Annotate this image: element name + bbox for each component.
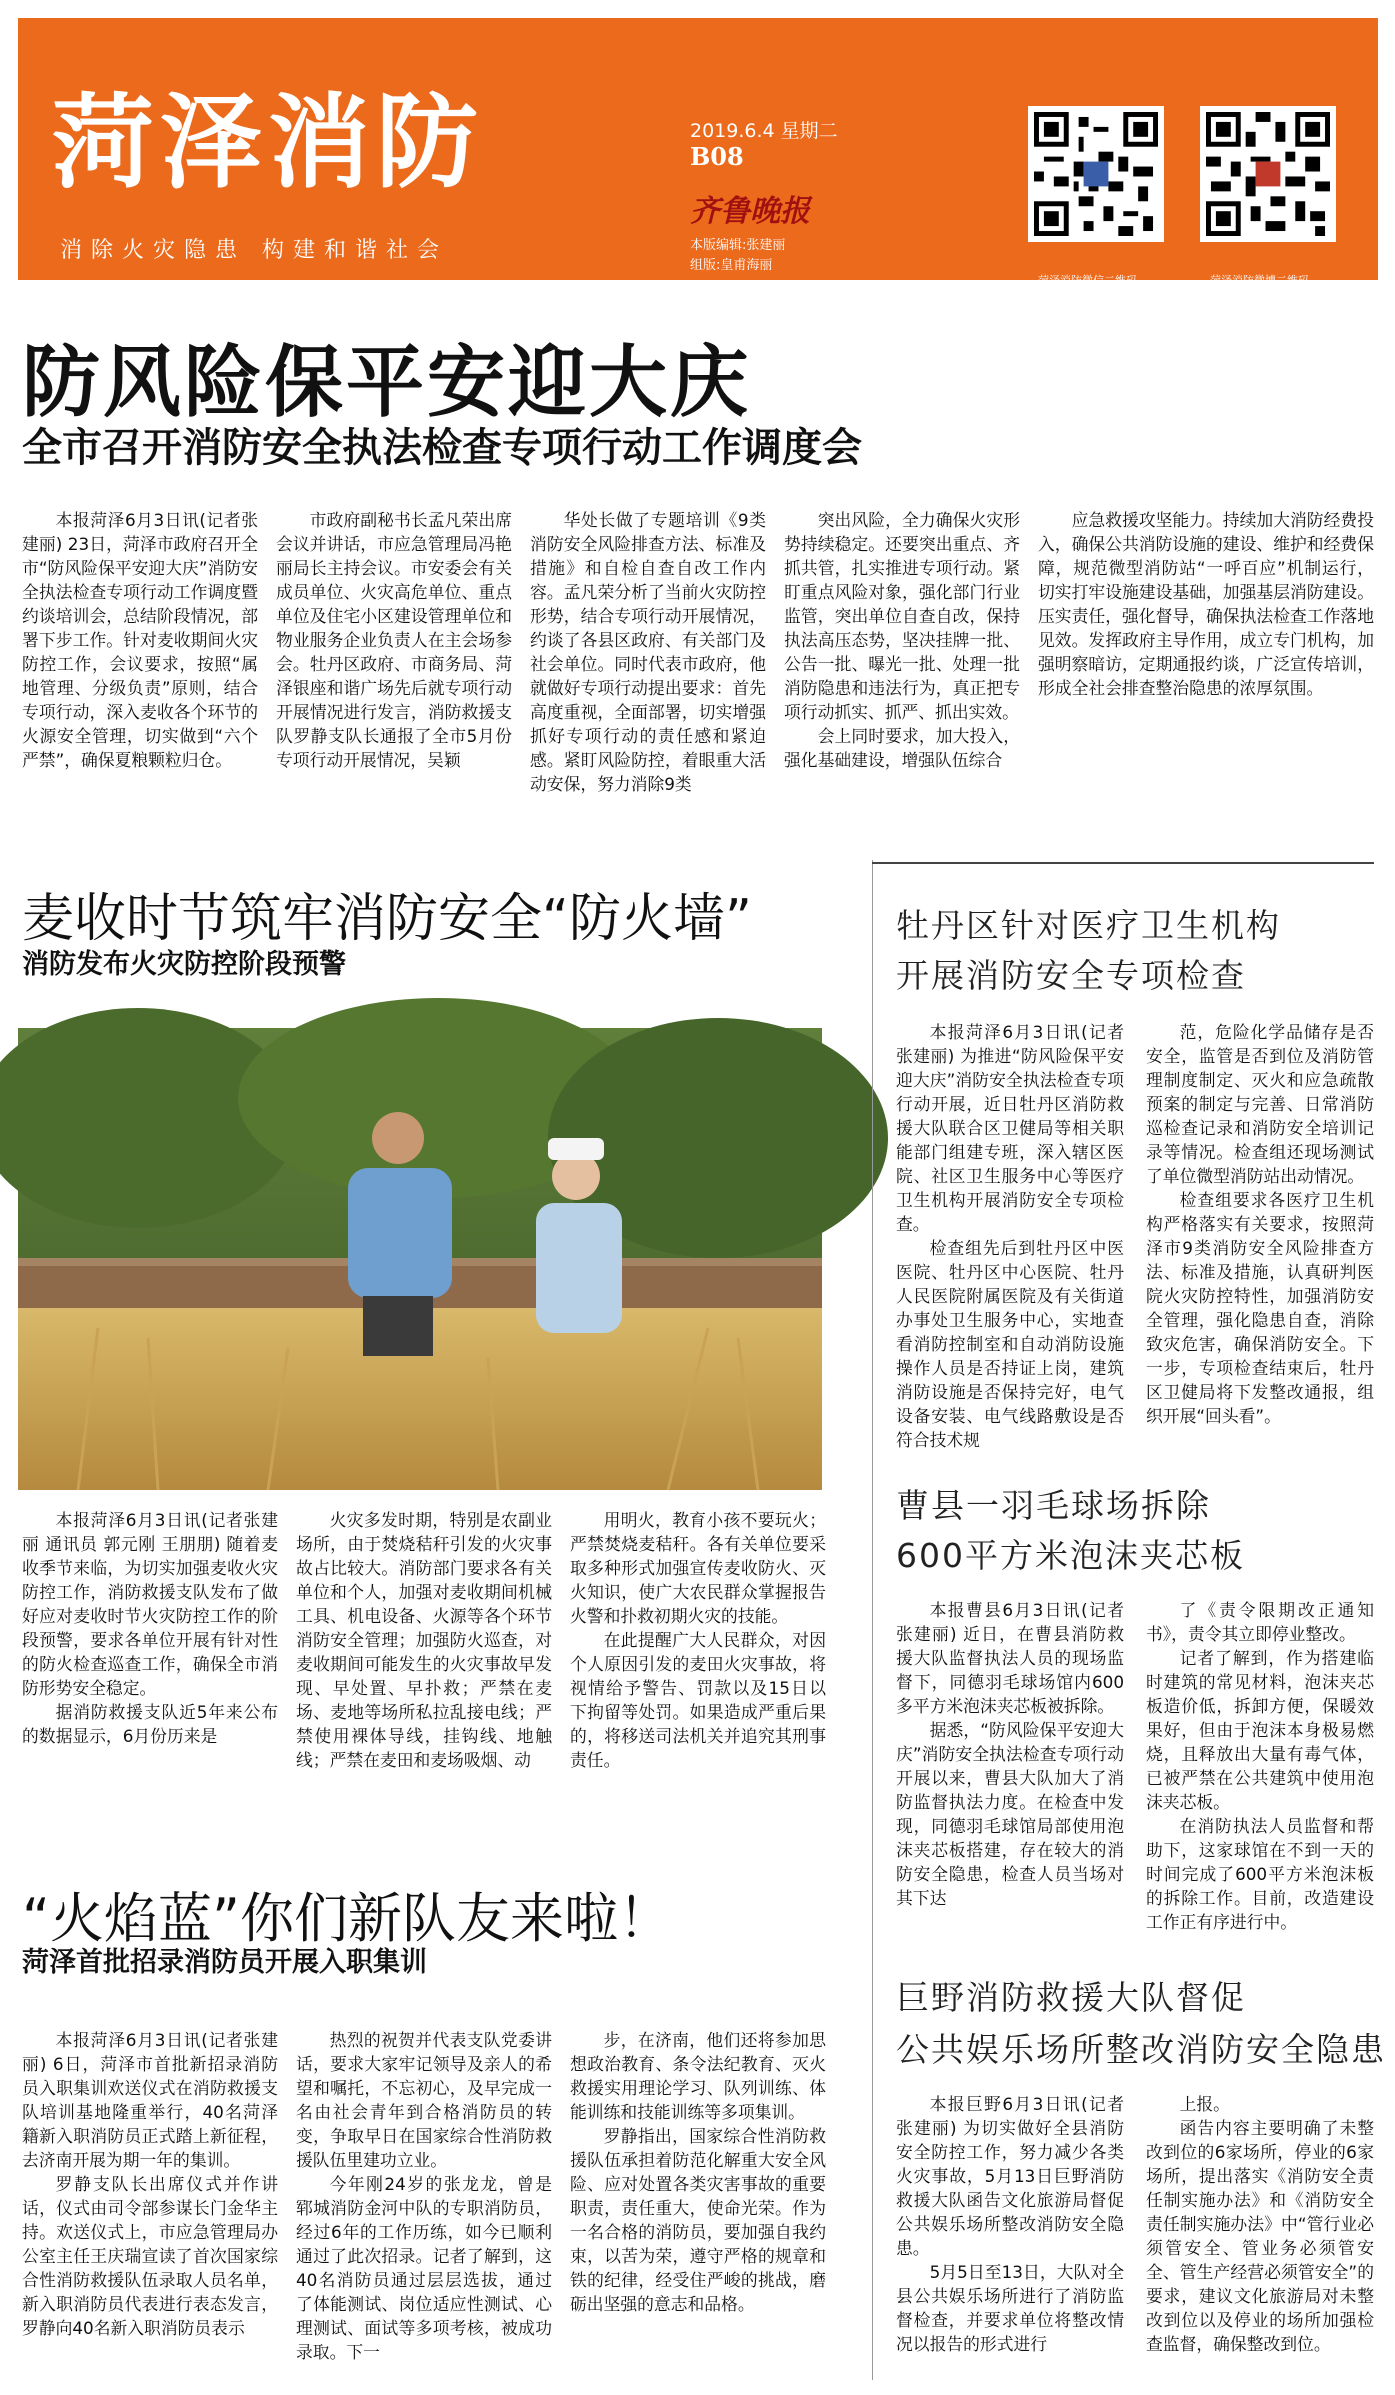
qr-code-graphic <box>1206 112 1330 236</box>
article3-column-1: 本报菏泽6月3日讯(记者张建丽) 6日，菏泽市首批新招录消防员入职集训欢送仪式在消防救援支队培训基地隆重举行，40名菏泽籍新入职消防员正式踏上新征程，去济南开展为期一年的集训。 罗静支队长出席仪式并作讲话，仪式由司令部参谋长门金华主持。欢送仪式上，市应急管理局办公室主任王庆瑞宣读了首次国家综合性消防救援队伍录取人员名单，新入职消防员代表进行表态发言，罗静向40名新入职消防员表示 <box>22 2030 278 2338</box>
page-number: B08 <box>690 142 744 171</box>
paragraph: 在消防执法人员监督和帮助下，这家球馆在不到一天的时间完成了600平方米泡沫板的拆除工作。目前，改造建设工作正有序进行中。 <box>1146 1816 1374 1932</box>
article5-column-1: 本报曹县6月3日讯(记者张建丽) 近日，在曹县消防救援大队监督执法人员的现场监督下，同德羽毛球场馆内600多平方米泡沫夹芯板被拆除。 据悉，“防风险保平安迎大庆”消防安全执法检查专项行动开展以来，曹县大队加大了消防监督执法力度。在检查中发现，同德羽毛球馆局部使用泡沫夹芯板搭建，存在较大的消防安全隐患，检查人员当场对其下达 <box>896 1600 1124 1908</box>
wechat-qr-caption: 菏泽消防微信二维码 <box>1038 274 1137 287</box>
article5-headline-line2[interactable]: 600平方米泡沫夹芯板 <box>896 1536 1245 1575</box>
article4-column-2: 范，危险化学品储存是否安全，监管是否到位及消防管理制度制定、灭火和应急疏散预案的制定与完善、日常消防巡检查记录和消防安全培训记录等情况。检查组还现场测试了单位微型消防站出动情况。 检查组要求各医疗卫生机构严格落实有关要求，按照菏泽市9类消防安全风险排查方法、标准及措施，认真研判医院火灾防控特性，加强消防安全管理，强化隐患自查，消除致灾危害，确保消防安全。下一步，专项检查结束后，牡丹区卫健局将下发整改通报，组织开展“回头看”。 <box>1146 1022 1374 1426</box>
slogan: 消除火灾隐患 构建和谐社会 <box>60 238 448 263</box>
paragraph: 检查组先后到牡丹区中医医院、牡丹区中心医院、牡丹人民医院附属医院及有关街道办事处卫生服务中心，实地查看消防控制室和自动消防设施操作人员是否持证上岗，建筑消防设施是否保持完好，电气设备安装、电气线路敷设是否符合技术规 <box>896 1238 1124 1450</box>
article1-column-5: 应急救援攻坚能力。持续加大消防经费投入，确保公共消防设施的建设、维护和经费保障，规范微型消防站“一呼百应”机制运行，切实打牢设施建设基础，加强基层消防建设。压实责任，强化督导，确保执法检查工作落地见效。发挥政府主导作用，成立专门机构，加强明察暗访，定期通报约谈，广泛宣传培训，形成全社会排查整治隐患的浓厚氛围。 <box>1038 510 1374 698</box>
article2-column-2: 火灾多发时期，特别是农副业场所，由于焚烧秸秆引发的火灾事故占比较大。消防部门要求各有关单位和个人，加强对麦收期间机械工具、机电设备、火源等各个环节消防安全管理；加强防火巡查，对麦收期间可能发生的火灾事故早发现、早处置、早扑救；严禁在麦场、麦地等场所私拉乱接电线；严禁使用裸体导线，挂钩线、地触线；严禁在麦田和麦场吸烟、动 <box>296 1510 552 1770</box>
paragraph: 据消防救援支队近5年来公布的数据显示，6月份历来是 <box>22 1702 278 1746</box>
issue-date: 2019.6.4 星期二 <box>690 120 838 142</box>
article5-headline-line1[interactable]: 曹县一羽毛球场拆除 <box>896 1486 1211 1525</box>
paragraph: 会上同时要求，加大投入，强化基础建设，增强队伍综合 <box>784 726 1020 770</box>
paragraph: 函告内容主要明确了未整改到位的6家场所，停业的6家场所，提出落实《消防安全责任制实施办法》和《消防安全责任制实施办法》中“管行业必须管安全、管业务必须管安全、管生产经营必须管安全”的要求，建议文化旅游局对未整改到位以及停业的场所加强检查监督，确保整改到位。 <box>1146 2118 1374 2354</box>
article3-column-2: 热烈的祝贺并代表支队党委讲话，要求大家牢记领导及亲人的希望和嘱托，不忘初心，及早完成一名由社会青年到合格消防员的转变，争取早日在国家综合性消防救援队伍里建功立业。 今年刚24岁的张龙龙，曾是郓城消防金河中队的专职消防员，经过6年的工作历练，如今已顺利通过了此次招录。记者了解到，这40名消防员通过层层选拔，通过了体能测试、岗位适应性测试、心理测试、面试等多项考核，被成功录取。下一 <box>296 2030 552 2362</box>
article4-column-1: 本报菏泽6月3日讯(记者张建丽) 为推进“防风险保平安迎大庆”消防安全执法检查专项行动开展，近日牡丹区消防救援大队联合区卫健局等相关职能部门组建专班，深入辖区医院、社区卫生服务中心等医疗卫生机构开展消防安全专项检查。 检查组先后到牡丹区中医医院、牡丹区中心医院、牡丹人民医院附属医院及有关街道办事处卫生服务中心，实地查看消防控制室和自动消防设施操作人员是否持证上岗，建筑消防设施是否保持完好，电气设备安装、电气线路敷设是否符合技术规 <box>896 1022 1124 1450</box>
article4-headline-line1[interactable]: 牡丹区针对医疗卫生机构 <box>896 906 1281 945</box>
paragraph: 今年刚24岁的张龙龙，曾是郓城消防金河中队的专职消防员，经过6年的工作历练，如今已顺利通过了此次招录。记者了解到，这40名消防员通过层层选拔，通过了体能测试、岗位适应性测试、心理测试、面试等多项考核，被成功录取。下一 <box>296 2174 552 2362</box>
article2-headline[interactable]: 麦收时节筑牢消防安全“防火墙” <box>22 889 752 949</box>
article3-headline[interactable]: “火焰蓝”你们新队友来啦！ <box>22 1887 672 1950</box>
article2-column-3: 用明火，教育小孩不要玩火；严禁焚烧麦秸秆。各有关单位要采取多种形式加强宣传麦收防火、灭火知识，使广大农民群众掌握报告火警和扑救初期火灾的技能。 在此提醒广大人民群众，对因个人原因引发的麦田火灾事故，将视情给予警告、罚款以及15日以下拘留等处罚。如果造成严重后果的，将移送司法机关并追究其刑事责任。 <box>570 1510 826 1770</box>
article2-subhead: 消防发布火灾防控阶段预警 <box>22 949 346 980</box>
masthead <box>18 18 1378 287</box>
weibo-qr-caption: 菏泽消防微博二维码 <box>1210 274 1309 287</box>
weibo-qr-icon[interactable] <box>1200 106 1336 242</box>
article3-subhead: 菏泽首批招录消防员开展入职集训 <box>22 1947 427 1978</box>
wheat-field-photo <box>18 1028 822 1490</box>
article1-column-1: 本报菏泽6月3日讯(记者张建丽) 23日，菏泽市政府召开全市“防风险保平安迎大庆”消防安全执法检查专项行动工作调度暨约谈培训会，总结阶段情况，部署下步工作。针对麦收期间火灾防控工作，会议要求，按照“属地管理、分级负责”原则，结合专项行动，深入麦收各个环节的火源安全管理，切实做到“六个严禁”，确保夏粮颗粒归仓。 <box>22 510 258 770</box>
article1-column-3: 华处长做了专题培训《9类消防安全风险排查方法、标准及措施》和自检自查自改工作内容。孟凡荣分析了当前火灾防控形势，结合专项行动开展情况，约谈了各县区政府、有关部门及社会单位。同时代表市政府，他就做好专项行动提出要求：首先高度重视，全面部署，切实增强抓好专项行动的责任感和紧迫感。紧盯风险防控，着眼重大活动安保，努力消除9类 <box>530 510 766 794</box>
paragraph: 记者了解到，作为搭建临时建筑的常见材料，泡沫夹芯板造价低，拆卸方便，保暖效果好，但由于泡沫本身极易燃烧，且释放出大量有毒气体，已被严禁在公共建筑中使用泡沫夹芯板。 <box>1146 1648 1374 1812</box>
article3-column-3: 步，在济南，他们还将参加思想政治教育、条令法纪教育、灭火救援实用理论学习、队列训练、体能训练和技能训练等多项集训。 罗静指出，国家综合性消防救援队伍承担着防范化解重大安全风险、应对处置各类灾害事故的重要职责，责任重大，使命光荣。作为一名合格的消防员，要加强自我约束，以苦为荣，遵守严格的规章和铁的纪律，经受住严峻的挑战，磨砺出坚强的意志和品格。 <box>570 2030 826 2314</box>
paragraph: 罗静支队长出席仪式并作讲话，仪式由司令部参谋长门金华主持。欢送仪式上，市应急管理局办公室主任王庆瑞宣读了首次国家综合性消防救援队伍录取人员名单，新入职消防员代表进行表态发言，罗静向40名新入职消防员表示 <box>22 2174 278 2338</box>
paragraph: 据悉，“防风险保平安迎大庆”消防安全执法检查专项行动开展以来，曹县大队加大了消防监督执法力度。在检查中发现，同德羽毛球馆局部使用泡沫夹芯板搭建，存在较大的消防安全隐患，检查人员当场对其下达 <box>896 1720 1124 1908</box>
editor-line: 本版编辑:张建丽 <box>690 238 786 253</box>
article2-column-1: 本报菏泽6月3日讯(记者张建丽 通讯员 郭元刚 王朋朋) 随着麦收季节来临，为切实加强麦收火灾防控工作，消防救援支队发布了做好应对麦收时节火灾防控工作的阶段预警，要求各单位开展有针对性的防火检查巡查工作，确保全市消防形势安全稳定。 据消防救援支队近5年来公布的数据显示，6月份历来是 <box>22 1510 278 1746</box>
article1-headline[interactable]: 防风险保平安迎大庆 <box>22 338 752 428</box>
article5-column-2: 了《责令限期改正通知书》，责令其立即停业整改。 记者了解到，作为搭建临时建筑的常见材料，泡沫夹芯板造价低，拆卸方便，保暖效果好，但由于泡沫本身极易燃烧，且释放出大量有毒气体，已被严禁在公共建筑中使用泡沫夹芯板。 在消防执法人员监督和帮助下，这家球馆在不到一天的时间完成了600平方米泡沫板的拆除工作。目前，改造建设工作正有序进行中。 <box>1146 1600 1374 1932</box>
paragraph: 检查组要求各医疗卫生机构严格落实有关要求，按照菏泽市9类消防安全风险排查方法、标准及措施，认真研判医院火灾防控特性，加强消防安全管理，强化隐患自查，消除致灾危害，确保消防安全。下一步，专项检查结束后，牡丹区卫健局将下发整改通报，组织开展“回头看”。 <box>1146 1190 1374 1426</box>
paper-logo: 齐鲁晚报 <box>690 194 810 229</box>
article4-headline-line2[interactable]: 开展消防安全专项检查 <box>896 956 1246 995</box>
paragraph: 5月5日至13日，大队对全县公共娱乐场所进行了消防监督检查，并要求单位将整改情况以报告的形式进行 <box>896 2262 1124 2354</box>
article6-headline-line1[interactable]: 巨野消防救援大队督促 <box>896 1978 1246 2017</box>
wechat-qr-icon[interactable] <box>1028 106 1164 242</box>
sidebar-top-rule <box>872 862 1374 864</box>
qr-code-graphic <box>1034 112 1158 236</box>
paper-title: 菏泽消防 <box>52 84 484 203</box>
layout-line: 组版:皇甫海丽 <box>690 258 773 273</box>
paragraph: 罗静指出，国家综合性消防救援队伍承担着防范化解重大安全风险、应对处置各类灾害事故的重要职责，责任重大，使命光荣。作为一名合格的消防员，要加强自我约束，以苦为荣，遵守严格的规章和铁的纪律，经受住严峻的挑战，磨砺出坚强的意志和品格。 <box>570 2126 826 2314</box>
paragraph: 在此提醒广大人民群众，对因个人原因引发的麦田火灾事故，将视情给予警告、罚款以及15日以下拘留等处罚。如果造成严重后果的，将移送司法机关并追究其刑事责任。 <box>570 1630 826 1770</box>
sidebar-divider <box>872 860 873 2380</box>
article1-column-2: 市政府副秘书长孟凡荣出席会议并讲话，市应急管理局冯艳丽局长主持会议。市安委会有关成员单位、火灾高危单位、重点单位及住宅小区建设管理单位和物业服务企业负责人在主会场参会。牡丹区政府、市商务局、菏泽银座和谐广场先后就专项行动开展情况进行发言，消防救援支队罗静支队长通报了全市5月份专项行动开展情况，吴颖 <box>276 510 512 770</box>
article6-column-1: 本报巨野6月3日讯(记者张建丽) 为切实做好全县消防安全防控工作，努力减少各类火灾事故，5月13日巨野消防救援大队函告文化旅游局督促公共娱乐场所整改消防安全隐患。 5月5日至13日，大队对全县公共娱乐场所进行了消防监督检查，并要求单位将整改情况以报告的形式进行 <box>896 2094 1124 2354</box>
article1-subhead: 全市召开消防安全执法检查专项行动工作调度会 <box>22 425 862 471</box>
article6-headline-line2[interactable]: 公共娱乐场所整改消防安全隐患 <box>896 2030 1386 2069</box>
editor-credits <box>690 236 785 276</box>
article6-column-2: 上报。 函告内容主要明确了未整改到位的6家场所，停业的6家场所，提出落实《消防安全责任制实施办法》和《消防安全责任制实施办法》中“管行业必须管安全、管业务必须管安全、管生产经营必须管安全”的要求，建议文化旅游局对未整改到位以及停业的场所加强检查监督，确保整改到位。 <box>1146 2094 1374 2354</box>
article1-column-4: 突出风险，全力确保火灾形势持续稳定。还要突出重点、齐抓共管，扎实推进专项行动。紧盯重点风险对象，强化部门行业监管，突出单位自查自改，保持执法高压态势，坚决挂牌一批、公告一批、曝光一批、处理一批消防隐患和违法行为，真正把专项行动抓实、抓严、抓出实效。 会上同时要求，加大投入，强化基础建设，增强队伍综合 <box>784 510 1020 770</box>
